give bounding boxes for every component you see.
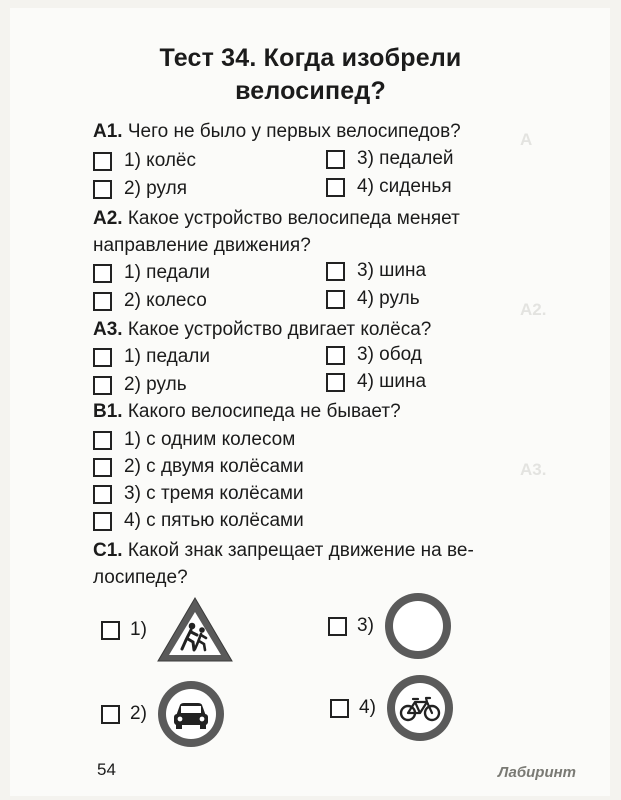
checkbox[interactable] — [326, 150, 345, 169]
question-label: А3. — [93, 319, 123, 340]
question-text: направление движения? — [93, 235, 311, 256]
option-label: 1) педали — [124, 346, 210, 367]
option-c1-2[interactable] — [101, 678, 227, 750]
no-motor-vehicles-sign-icon — [155, 678, 227, 750]
option-b1-3[interactable] — [93, 483, 304, 505]
option-label: 4) — [359, 697, 376, 718]
option-a3-2[interactable] — [93, 374, 187, 396]
option-b1-2[interactable] — [93, 456, 304, 478]
checkbox[interactable] — [326, 290, 345, 309]
option-a3-1[interactable] — [93, 346, 210, 368]
page-number: 54 — [97, 760, 116, 779]
option-label: 2) с двумя колёсами — [124, 456, 304, 477]
page-title — [0, 42, 621, 108]
checkbox[interactable] — [93, 180, 112, 199]
question-c1 — [93, 537, 573, 591]
title-line-1: Тест 34. Когда изобрели — [159, 44, 462, 72]
checkbox[interactable] — [93, 292, 112, 311]
option-label: 1) — [130, 619, 147, 640]
checkbox[interactable] — [326, 346, 345, 365]
children-crossing-sign-icon — [155, 595, 235, 665]
checkbox[interactable] — [93, 348, 112, 367]
question-a1 — [93, 118, 573, 145]
option-c1-4[interactable] — [330, 672, 456, 744]
option-a3-3[interactable] — [326, 344, 422, 366]
option-label: 1) с одним колесом — [124, 429, 296, 450]
option-a1-1[interactable] — [93, 150, 196, 172]
question-text: Какое устройство двигает колёса? — [127, 319, 432, 340]
checkbox[interactable] — [326, 178, 345, 197]
option-label: 1) колёс — [124, 150, 197, 171]
question-text: Какое устройство велосипеда меняет — [127, 208, 460, 229]
bleed-through-decoration: А3. — [520, 460, 547, 479]
question-text: Какой знак запрещает движение на ве- — [127, 540, 474, 561]
option-label: 3) педалей — [357, 148, 454, 169]
question-label: В1. — [93, 401, 123, 422]
option-label: 4) руль — [357, 288, 420, 309]
checkbox[interactable] — [93, 485, 112, 504]
option-label: 3) обод — [357, 344, 422, 365]
question-a2 — [93, 205, 573, 259]
option-label: 2) колесо — [124, 290, 207, 311]
question-text: лосипеде? — [93, 567, 188, 588]
option-a2-1[interactable] — [93, 262, 210, 284]
option-label: 4) с пятью колёсами — [124, 510, 304, 531]
checkbox[interactable] — [101, 705, 120, 724]
option-label: 1) педали — [124, 262, 210, 283]
option-a3-4[interactable] — [326, 371, 426, 393]
option-label: 3) — [357, 615, 374, 636]
option-label: 4) шина — [357, 371, 427, 392]
checkbox[interactable] — [93, 376, 112, 395]
checkbox[interactable] — [93, 264, 112, 283]
question-label: С1. — [93, 540, 123, 561]
option-b1-4[interactable] — [93, 510, 304, 532]
question-a3 — [93, 316, 573, 343]
option-label: 2) руль — [124, 374, 187, 395]
checkbox[interactable] — [326, 262, 345, 281]
bleed-through-decoration: А2. — [520, 300, 547, 319]
checkbox[interactable] — [326, 373, 345, 392]
question-b1 — [93, 398, 573, 425]
checkbox[interactable] — [330, 699, 349, 718]
bleed-through-decoration: А — [520, 130, 533, 149]
question-label: А2. — [93, 208, 123, 229]
option-label: 3) с тремя колёсами — [124, 483, 304, 504]
checkbox[interactable] — [93, 431, 112, 450]
watermark-logo: Лабиринт — [498, 764, 577, 781]
question-text: Чего не было у первых велосипедов? — [127, 121, 461, 142]
option-a2-4[interactable] — [326, 288, 420, 310]
question-text: Какого велосипеда не бывает? — [127, 401, 401, 422]
title-line-2: велосипед? — [235, 77, 386, 105]
checkbox[interactable] — [328, 617, 347, 636]
option-a2-2[interactable] — [93, 290, 207, 312]
option-label: 4) сиденья — [357, 176, 452, 197]
option-a1-3[interactable] — [326, 148, 454, 170]
option-label: 2) руля — [124, 178, 187, 199]
option-a1-2[interactable] — [93, 178, 187, 200]
checkbox[interactable] — [93, 458, 112, 477]
no-vehicles-sign-icon — [382, 590, 454, 662]
checkbox[interactable] — [93, 152, 112, 171]
no-bicycles-sign-icon — [384, 672, 456, 744]
checkbox[interactable] — [93, 512, 112, 531]
option-c1-1[interactable] — [101, 595, 235, 665]
option-a1-4[interactable] — [326, 176, 452, 198]
option-label: 2) — [130, 703, 147, 724]
question-label: А1. — [93, 121, 123, 142]
option-a2-3[interactable] — [326, 260, 426, 282]
checkbox[interactable] — [101, 621, 120, 640]
option-label: 3) шина — [357, 260, 427, 281]
option-c1-3[interactable] — [328, 590, 454, 662]
option-b1-1[interactable] — [93, 429, 295, 451]
